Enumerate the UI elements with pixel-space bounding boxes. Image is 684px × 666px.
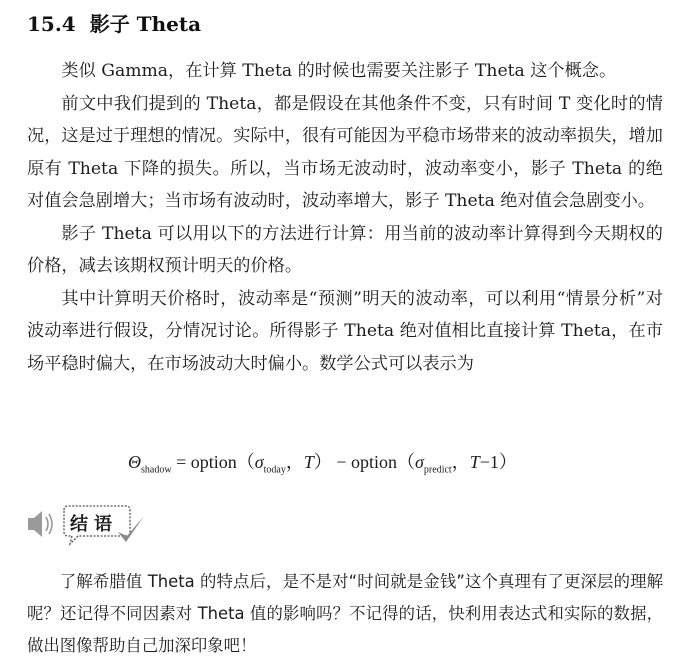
paragraph: 类似 Gamma，在计算 Theta 的时候也需要关注影子 Theta 这个概念。 bbox=[61, 61, 617, 81]
formula-sigma-predict: σ bbox=[415, 452, 424, 472]
check-mark-icon bbox=[118, 516, 144, 542]
formula-minus: − bbox=[336, 452, 347, 472]
summary-text bbox=[27, 566, 663, 662]
body-text bbox=[27, 55, 663, 380]
formula-subscript-today: today bbox=[263, 464, 286, 476]
summary-paragraph: 了解希腊值 Theta 的特点后，是不是对“时间就是金钱”这个真理有了更深层的理解呢？还记得不同因素对 Theta 值的影响吗？不记得的话，快利用表达式和实际的数据，做出图像帮助自己加深印象吧！ bbox=[27, 572, 663, 655]
summary-label: 结语 bbox=[70, 514, 118, 535]
section-number: 15.4 bbox=[27, 12, 76, 36]
formula-t-minus-tail: −1） bbox=[479, 452, 517, 472]
speaker-icon bbox=[28, 511, 52, 537]
formula-theta-symbol: Θ bbox=[128, 452, 141, 472]
section-title: 影子 Theta bbox=[89, 12, 202, 36]
formula-close-paren: ） bbox=[313, 452, 332, 472]
formula-comma: ， bbox=[285, 452, 304, 472]
formula-t-minus: T bbox=[469, 452, 480, 472]
paragraph: 其中计算明天价格时，波动率是“预测”明天的波动率，可以利用“情景分析”对波动率进行假设，分情况讨论。所得影子 Theta 绝对值相比直接计算 Theta，在市场平稳时偏大，在市场波动大时偏小。数学公式可以表示为 bbox=[27, 288, 663, 374]
summary-badge bbox=[26, 502, 146, 550]
formula-t: T bbox=[303, 452, 314, 472]
formula-option-predict: option（ bbox=[351, 452, 416, 472]
paragraph: 影子 Theta 可以用以下的方法进行计算：用当前的波动率计算得到今天期权的价格，减去该期权预计明天的价格。 bbox=[27, 223, 663, 276]
paragraph: 前文中我们提到的 Theta，都是假设在其他条件不变，只有时间 T 变化时的情况，这是过于理想的情况。实际中，很有可能因为平稳市场带来的波动率损失，增加原有 Theta 下降的损失。所以，当市场无波动时，波动率变小，影子 Theta 的绝对值会急剧增大；当市场有波动时，波动率增大，影子 Theta 绝对值会急剧变小。 bbox=[27, 93, 663, 211]
formula-equals: = bbox=[176, 452, 187, 472]
formula-subscript-predict: predict bbox=[423, 464, 452, 476]
formula-subscript-shadow: shadow bbox=[141, 464, 172, 476]
formula-comma: ， bbox=[451, 452, 470, 472]
formula-sigma-today: σ bbox=[254, 452, 264, 472]
section-heading bbox=[27, 8, 201, 37]
formula-option-today: option（ bbox=[190, 452, 255, 472]
shadow-theta-formula bbox=[128, 448, 517, 476]
